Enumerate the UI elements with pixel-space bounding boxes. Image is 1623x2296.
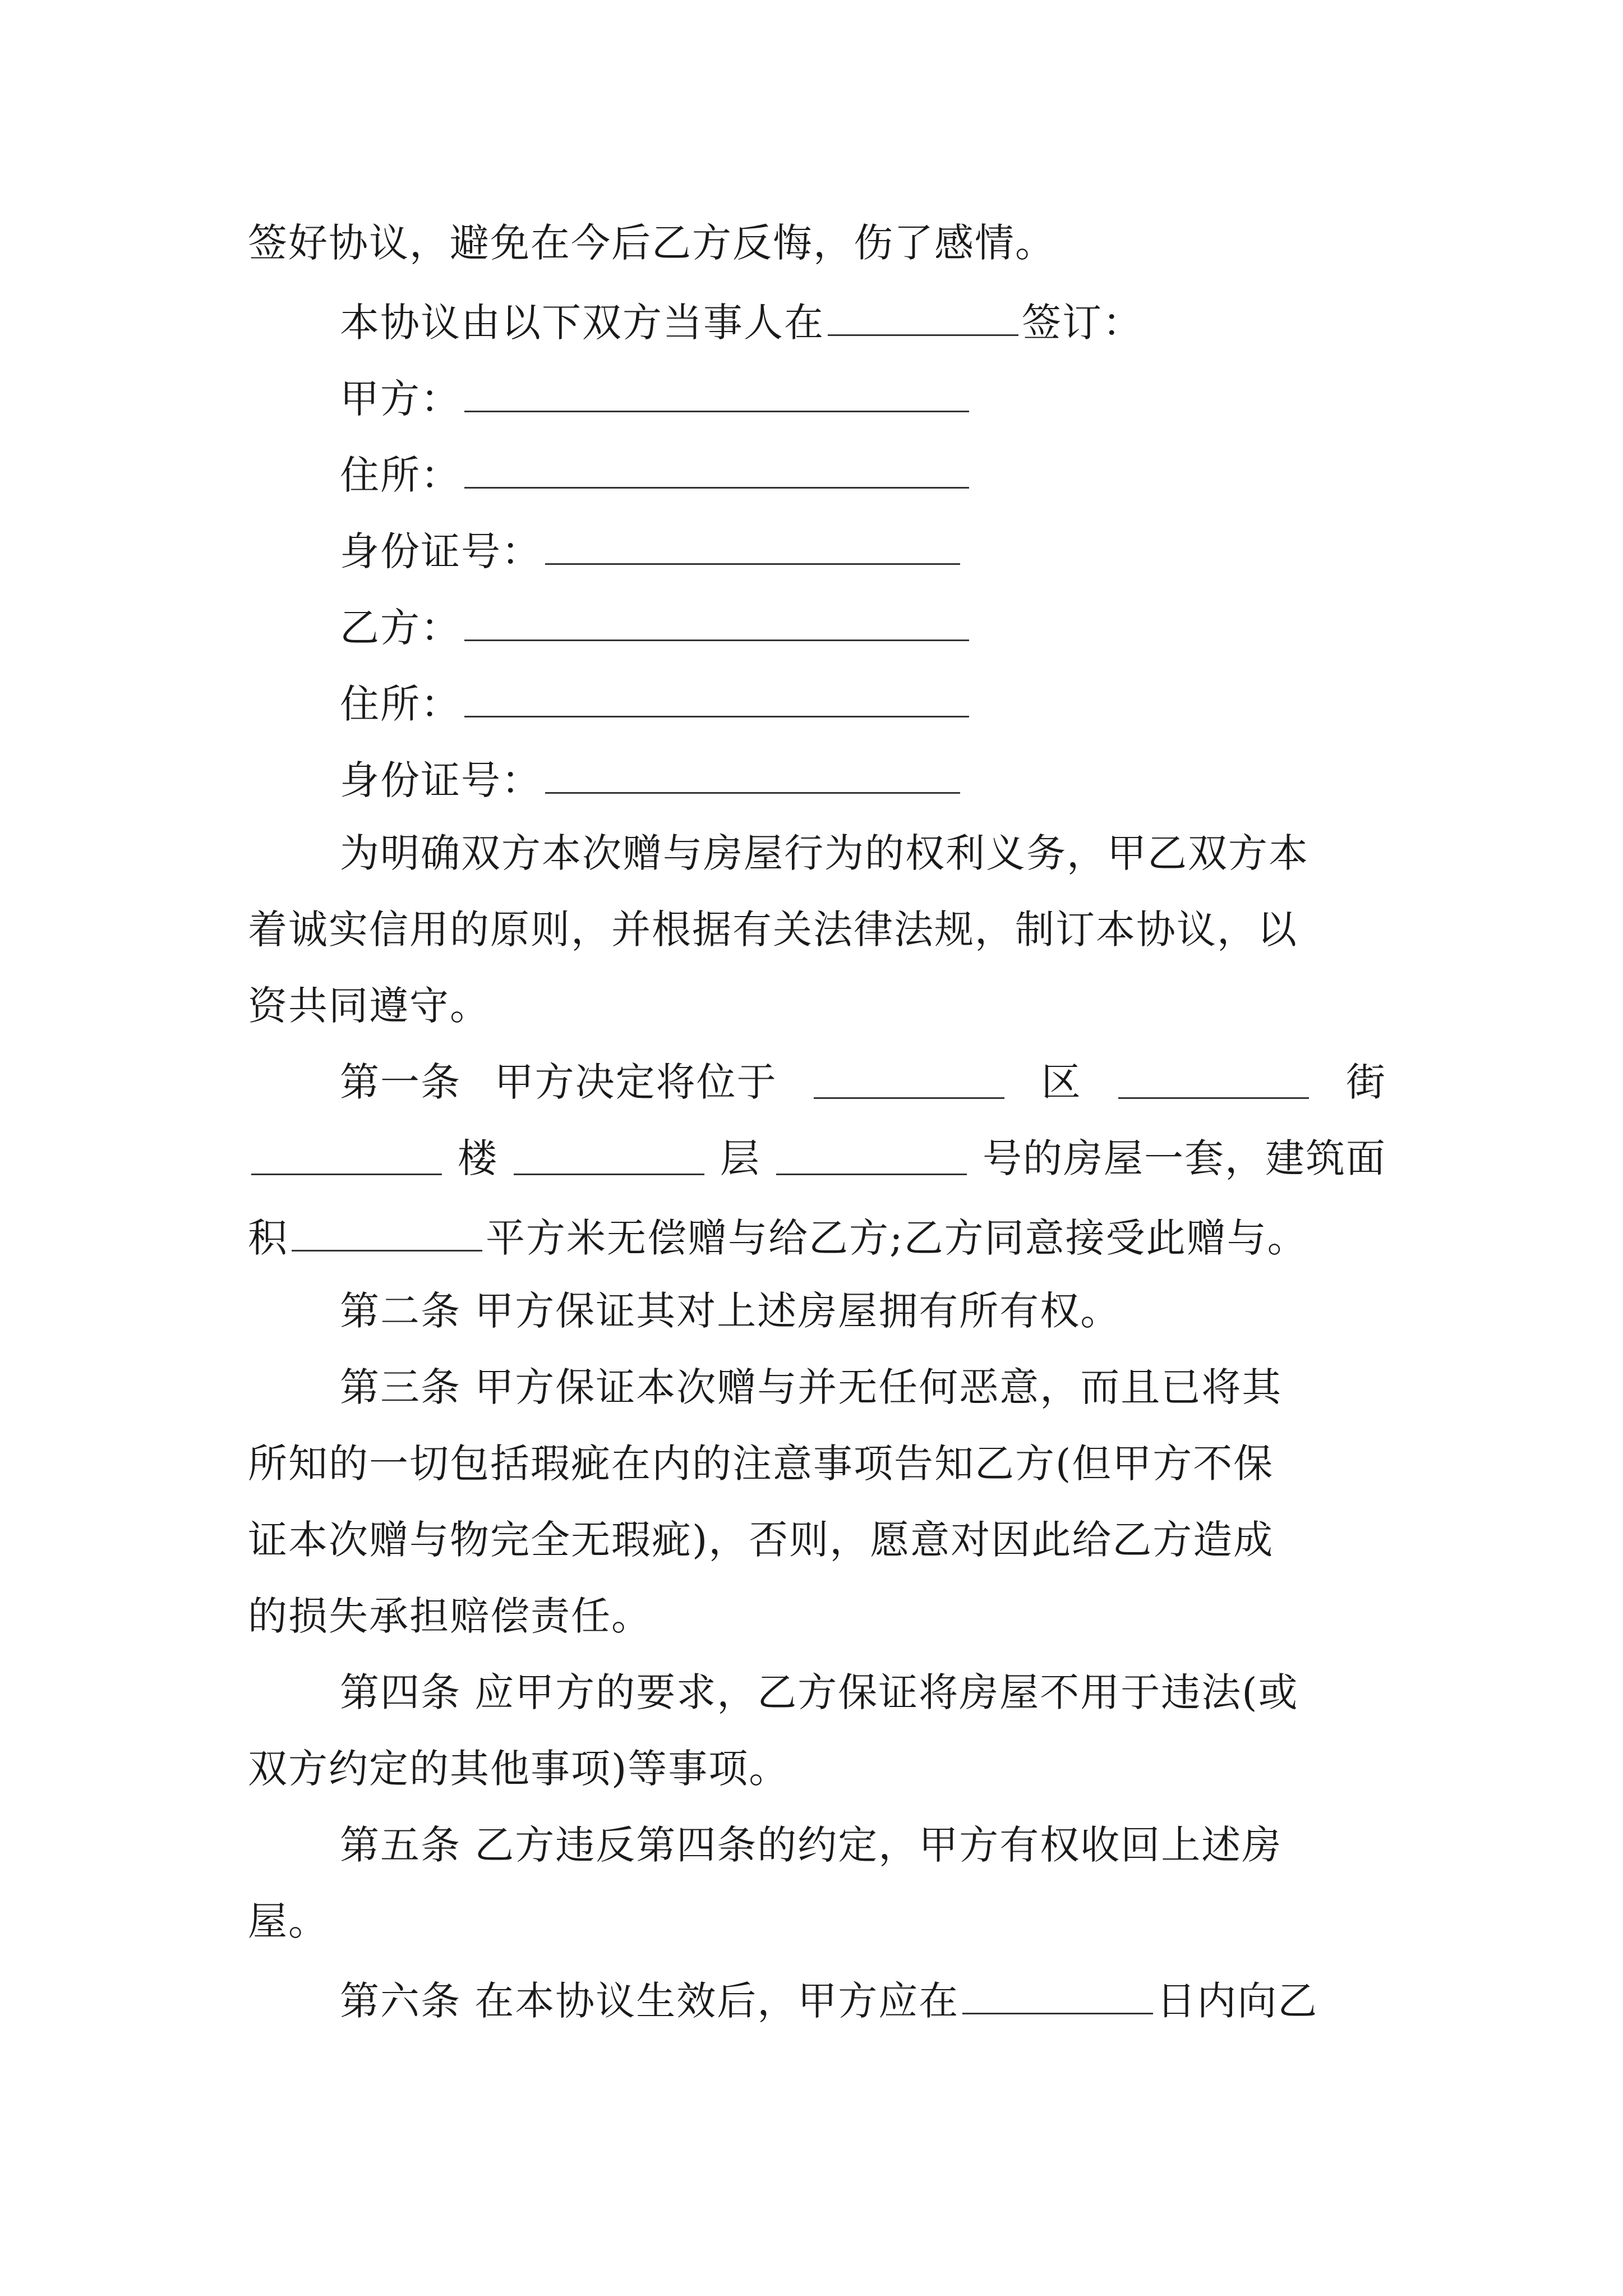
party-b-address-blank xyxy=(464,681,969,717)
party-b-label: 乙方： xyxy=(340,605,461,651)
party-a-address-line xyxy=(340,452,972,498)
article1-number-text: 号的房屋一套，建筑面 xyxy=(983,1135,1386,1181)
party-b-id-blank xyxy=(545,757,960,794)
party-b-address-label: 住所： xyxy=(340,681,461,727)
article6-after: 日内向乙 xyxy=(1156,1978,1318,2024)
party-b-blank xyxy=(464,605,969,641)
article1-blank-floor xyxy=(514,1139,704,1175)
purpose-line-2: 着诚实信用的原则，并根据有关法律法规，制订本协议，以 xyxy=(248,907,1298,953)
article1-area-text: 平方米无偿赠与给乙方;乙方同意接受此赠与。 xyxy=(486,1215,1308,1261)
party-b-id-line xyxy=(340,757,963,803)
intro-tail: 签好协议，避免在今后乙方反悔，伤了感情。 xyxy=(248,220,1055,266)
article1-line-3 xyxy=(248,1215,1308,1261)
party-a-address-label: 住所： xyxy=(340,452,461,498)
party-a-blank xyxy=(464,376,969,412)
article1-district: 区 xyxy=(1041,1059,1082,1105)
article3-line-1: 第三条 甲方保证本次赠与并无任何恶意，而且已将其 xyxy=(340,1364,1283,1410)
article1-line-2 xyxy=(248,1135,1386,1181)
article1-blank-building xyxy=(251,1139,442,1175)
party-b-id-label: 身份证号： xyxy=(340,757,542,803)
article2: 第二条 甲方保证其对上述房屋拥有所有权。 xyxy=(340,1288,1121,1334)
purpose-line-3: 资共同遵守。 xyxy=(248,983,490,1029)
article1-blank-district xyxy=(814,1062,1004,1099)
article4-line-1: 第四条 应甲方的要求，乙方保证将房屋不用于违法(或 xyxy=(340,1669,1299,1715)
purpose-line-1: 为明确双方本次赠与房屋行为的权利义务，甲乙双方本 xyxy=(340,830,1309,876)
article1-heading: 第一条 xyxy=(340,1059,461,1105)
article6-before: 第六条 在本协议生效后，甲方应在 xyxy=(340,1978,960,2024)
party-a-address-blank xyxy=(464,452,969,489)
article3-line-2: 所知的一切包括瑕疵在内的注意事项告知乙方(但甲方不保 xyxy=(248,1441,1274,1487)
signing-place-before: 本协议由以下双方当事人在 xyxy=(340,300,824,346)
article1-blank-street xyxy=(1118,1062,1309,1099)
party-a-id-blank xyxy=(545,528,960,565)
article1-area-label: 积 xyxy=(248,1215,288,1261)
article1-building: 楼 xyxy=(458,1135,498,1181)
article4-line-2: 双方约定的其他事项)等事项。 xyxy=(248,1746,790,1792)
article3-line-3: 证本次赠与物完全无瑕疵)，否则，愿意对因此给乙方造成 xyxy=(248,1517,1274,1563)
signing-place-after: 签订： xyxy=(1022,300,1143,346)
article6-line-1 xyxy=(340,1978,1318,2024)
article1-text-a: 甲方决定将位于 xyxy=(494,1059,777,1105)
article5-line-2: 屋。 xyxy=(248,1898,329,1944)
party-a-id-label: 身份证号： xyxy=(340,528,542,574)
party-a-id-line xyxy=(340,528,963,574)
signing-place-blank xyxy=(828,300,1018,336)
article1-line-1 xyxy=(340,1059,1386,1105)
party-a-line xyxy=(340,376,972,422)
article1-blank-area xyxy=(292,1215,482,1251)
article1-floor: 层 xyxy=(720,1135,760,1181)
article6-blank-days xyxy=(962,1978,1153,2014)
party-b-address-line xyxy=(340,681,972,727)
signing-place-line xyxy=(340,300,1143,346)
article3-line-4: 的损失承担赔偿责任。 xyxy=(248,1593,652,1639)
party-a-label: 甲方： xyxy=(340,376,461,422)
article1-blank-number xyxy=(776,1139,967,1175)
article5-line-1: 第五条 乙方违反第四条的约定，甲方有权收回上述房 xyxy=(340,1822,1283,1868)
party-b-line xyxy=(340,605,972,651)
article1-street: 街 xyxy=(1345,1059,1386,1105)
